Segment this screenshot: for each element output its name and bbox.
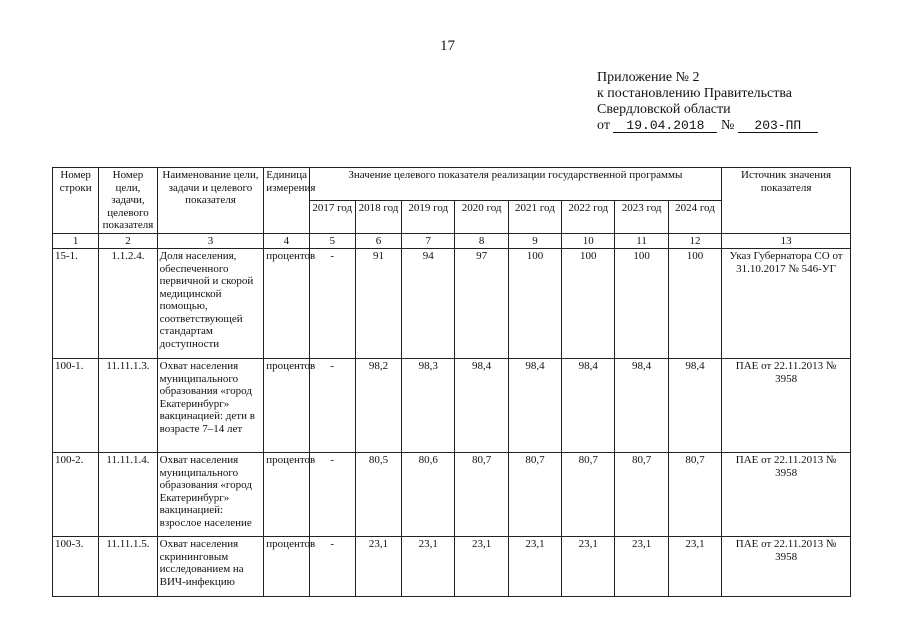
year-value: - — [309, 537, 355, 597]
year-value: 98,4 — [668, 359, 721, 453]
goal-number: 11.11.1.3. — [99, 359, 157, 453]
year-value: 91 — [355, 249, 401, 359]
year-value: 23,1 — [355, 537, 401, 597]
year-value: - — [309, 249, 355, 359]
indicator-name: Охват населения муниципального образования «город Екатеринбург» вакцинацией: взрослое население — [157, 453, 264, 537]
goal-number: 11.11.1.4. — [99, 453, 157, 537]
header-year: 2023 год — [615, 200, 668, 233]
row-number: 100-3. — [53, 537, 99, 597]
unit: процентов — [264, 359, 309, 453]
header-year: 2022 год — [562, 200, 615, 233]
header-name: Наименование цели, задачи и целевого показателя — [157, 168, 264, 234]
year-value: 23,1 — [668, 537, 721, 597]
year-value: 98,4 — [508, 359, 561, 453]
goal-number: 11.11.1.5. — [99, 537, 157, 597]
year-value: 80,7 — [508, 453, 561, 537]
year-value: 80,5 — [355, 453, 401, 537]
year-value: 80,7 — [668, 453, 721, 537]
year-value: 100 — [562, 249, 615, 359]
unit: процентов — [264, 453, 309, 537]
column-index: 10 — [562, 233, 615, 249]
header-year: 2017 год — [309, 200, 355, 233]
header-source: Источник значения показателя — [722, 168, 851, 234]
row-number: 100-1. — [53, 359, 99, 453]
goal-number: 1.1.2.4. — [99, 249, 157, 359]
page-number: 17 — [440, 38, 455, 54]
year-value: 97 — [455, 249, 508, 359]
source: Указ Губернатора СО от 31.10.2017 № 546-УГ — [722, 249, 851, 359]
year-value: 23,1 — [402, 537, 455, 597]
year-value: - — [309, 359, 355, 453]
number-label: № — [720, 118, 735, 133]
year-value: 80,7 — [615, 453, 668, 537]
table-row — [53, 249, 851, 359]
year-value: 94 — [402, 249, 455, 359]
indicator-name: Доля населения, обеспеченного первичной и скорой медицинской помощью, соответствующей стандартам доступности — [157, 249, 264, 359]
source: ПАЕ от 22.11.2013 № 3958 — [722, 359, 851, 453]
year-value: 98,4 — [615, 359, 668, 453]
column-index-row — [53, 233, 851, 249]
source: ПАЕ от 22.11.2013 № 3958 — [722, 537, 851, 597]
column-index: 5 — [309, 233, 355, 249]
table-row — [53, 537, 851, 597]
year-value: 80,7 — [562, 453, 615, 537]
row-number: 15-1. — [53, 249, 99, 359]
header-unit: Единица измерения — [264, 168, 309, 234]
resolution-date: 19.04.2018 — [613, 119, 717, 133]
header-year: 2024 год — [668, 200, 721, 233]
unit: процентов — [264, 249, 309, 359]
appendix-title: Приложение № 2 — [597, 70, 700, 85]
header-values-group: Значение целевого показателя реализации государственной программы — [309, 168, 722, 201]
column-index: 11 — [615, 233, 668, 249]
year-value: 100 — [668, 249, 721, 359]
indicator-name: Охват населения муниципального образования «город Екатеринбург» вакцинацией: дети в возрасте 7–14 лет — [157, 359, 264, 453]
appendix-block — [597, 70, 818, 134]
resolution-number: 203-ПП — [738, 119, 818, 133]
header-year: 2021 год — [508, 200, 561, 233]
year-value: 80,7 — [455, 453, 508, 537]
year-value: 23,1 — [562, 537, 615, 597]
column-index: 2 — [99, 233, 157, 249]
row-number: 100-2. — [53, 453, 99, 537]
year-value: 80,6 — [402, 453, 455, 537]
appendix-line2: к постановлению Правительства — [597, 86, 793, 101]
header-row — [53, 168, 851, 201]
header-goal-no: Номер цели, задачи, целевого показателя — [99, 168, 157, 234]
year-value: 98,4 — [562, 359, 615, 453]
year-value: 23,1 — [455, 537, 508, 597]
year-value: 100 — [615, 249, 668, 359]
year-value: - — [309, 453, 355, 537]
header-row-no: Номер строки — [53, 168, 99, 234]
from-label: от — [597, 118, 610, 133]
header-year: 2020 год — [455, 200, 508, 233]
year-value: 98,2 — [355, 359, 401, 453]
source: ПАЕ от 22.11.2013 № 3958 — [722, 453, 851, 537]
column-index: 7 — [402, 233, 455, 249]
appendix-date-line — [597, 118, 818, 134]
year-value: 98,3 — [402, 359, 455, 453]
year-value: 98,4 — [455, 359, 508, 453]
indicators-table — [52, 167, 851, 597]
table-row — [53, 453, 851, 537]
column-index: 1 — [53, 233, 99, 249]
column-index: 3 — [157, 233, 264, 249]
column-index: 9 — [508, 233, 561, 249]
table-row — [53, 359, 851, 453]
column-index: 8 — [455, 233, 508, 249]
unit: процентов — [264, 537, 309, 597]
year-value: 100 — [508, 249, 561, 359]
column-index: 6 — [355, 233, 401, 249]
year-value: 23,1 — [615, 537, 668, 597]
header-year: 2018 год — [355, 200, 401, 233]
appendix-line3: Свердловской области — [597, 102, 731, 117]
indicator-name: Охват населения скрининговым исследованием на ВИЧ-инфекцию — [157, 537, 264, 597]
column-index: 12 — [668, 233, 721, 249]
column-index: 13 — [722, 233, 851, 249]
year-value: 23,1 — [508, 537, 561, 597]
header-year: 2019 год — [402, 200, 455, 233]
column-index: 4 — [264, 233, 309, 249]
